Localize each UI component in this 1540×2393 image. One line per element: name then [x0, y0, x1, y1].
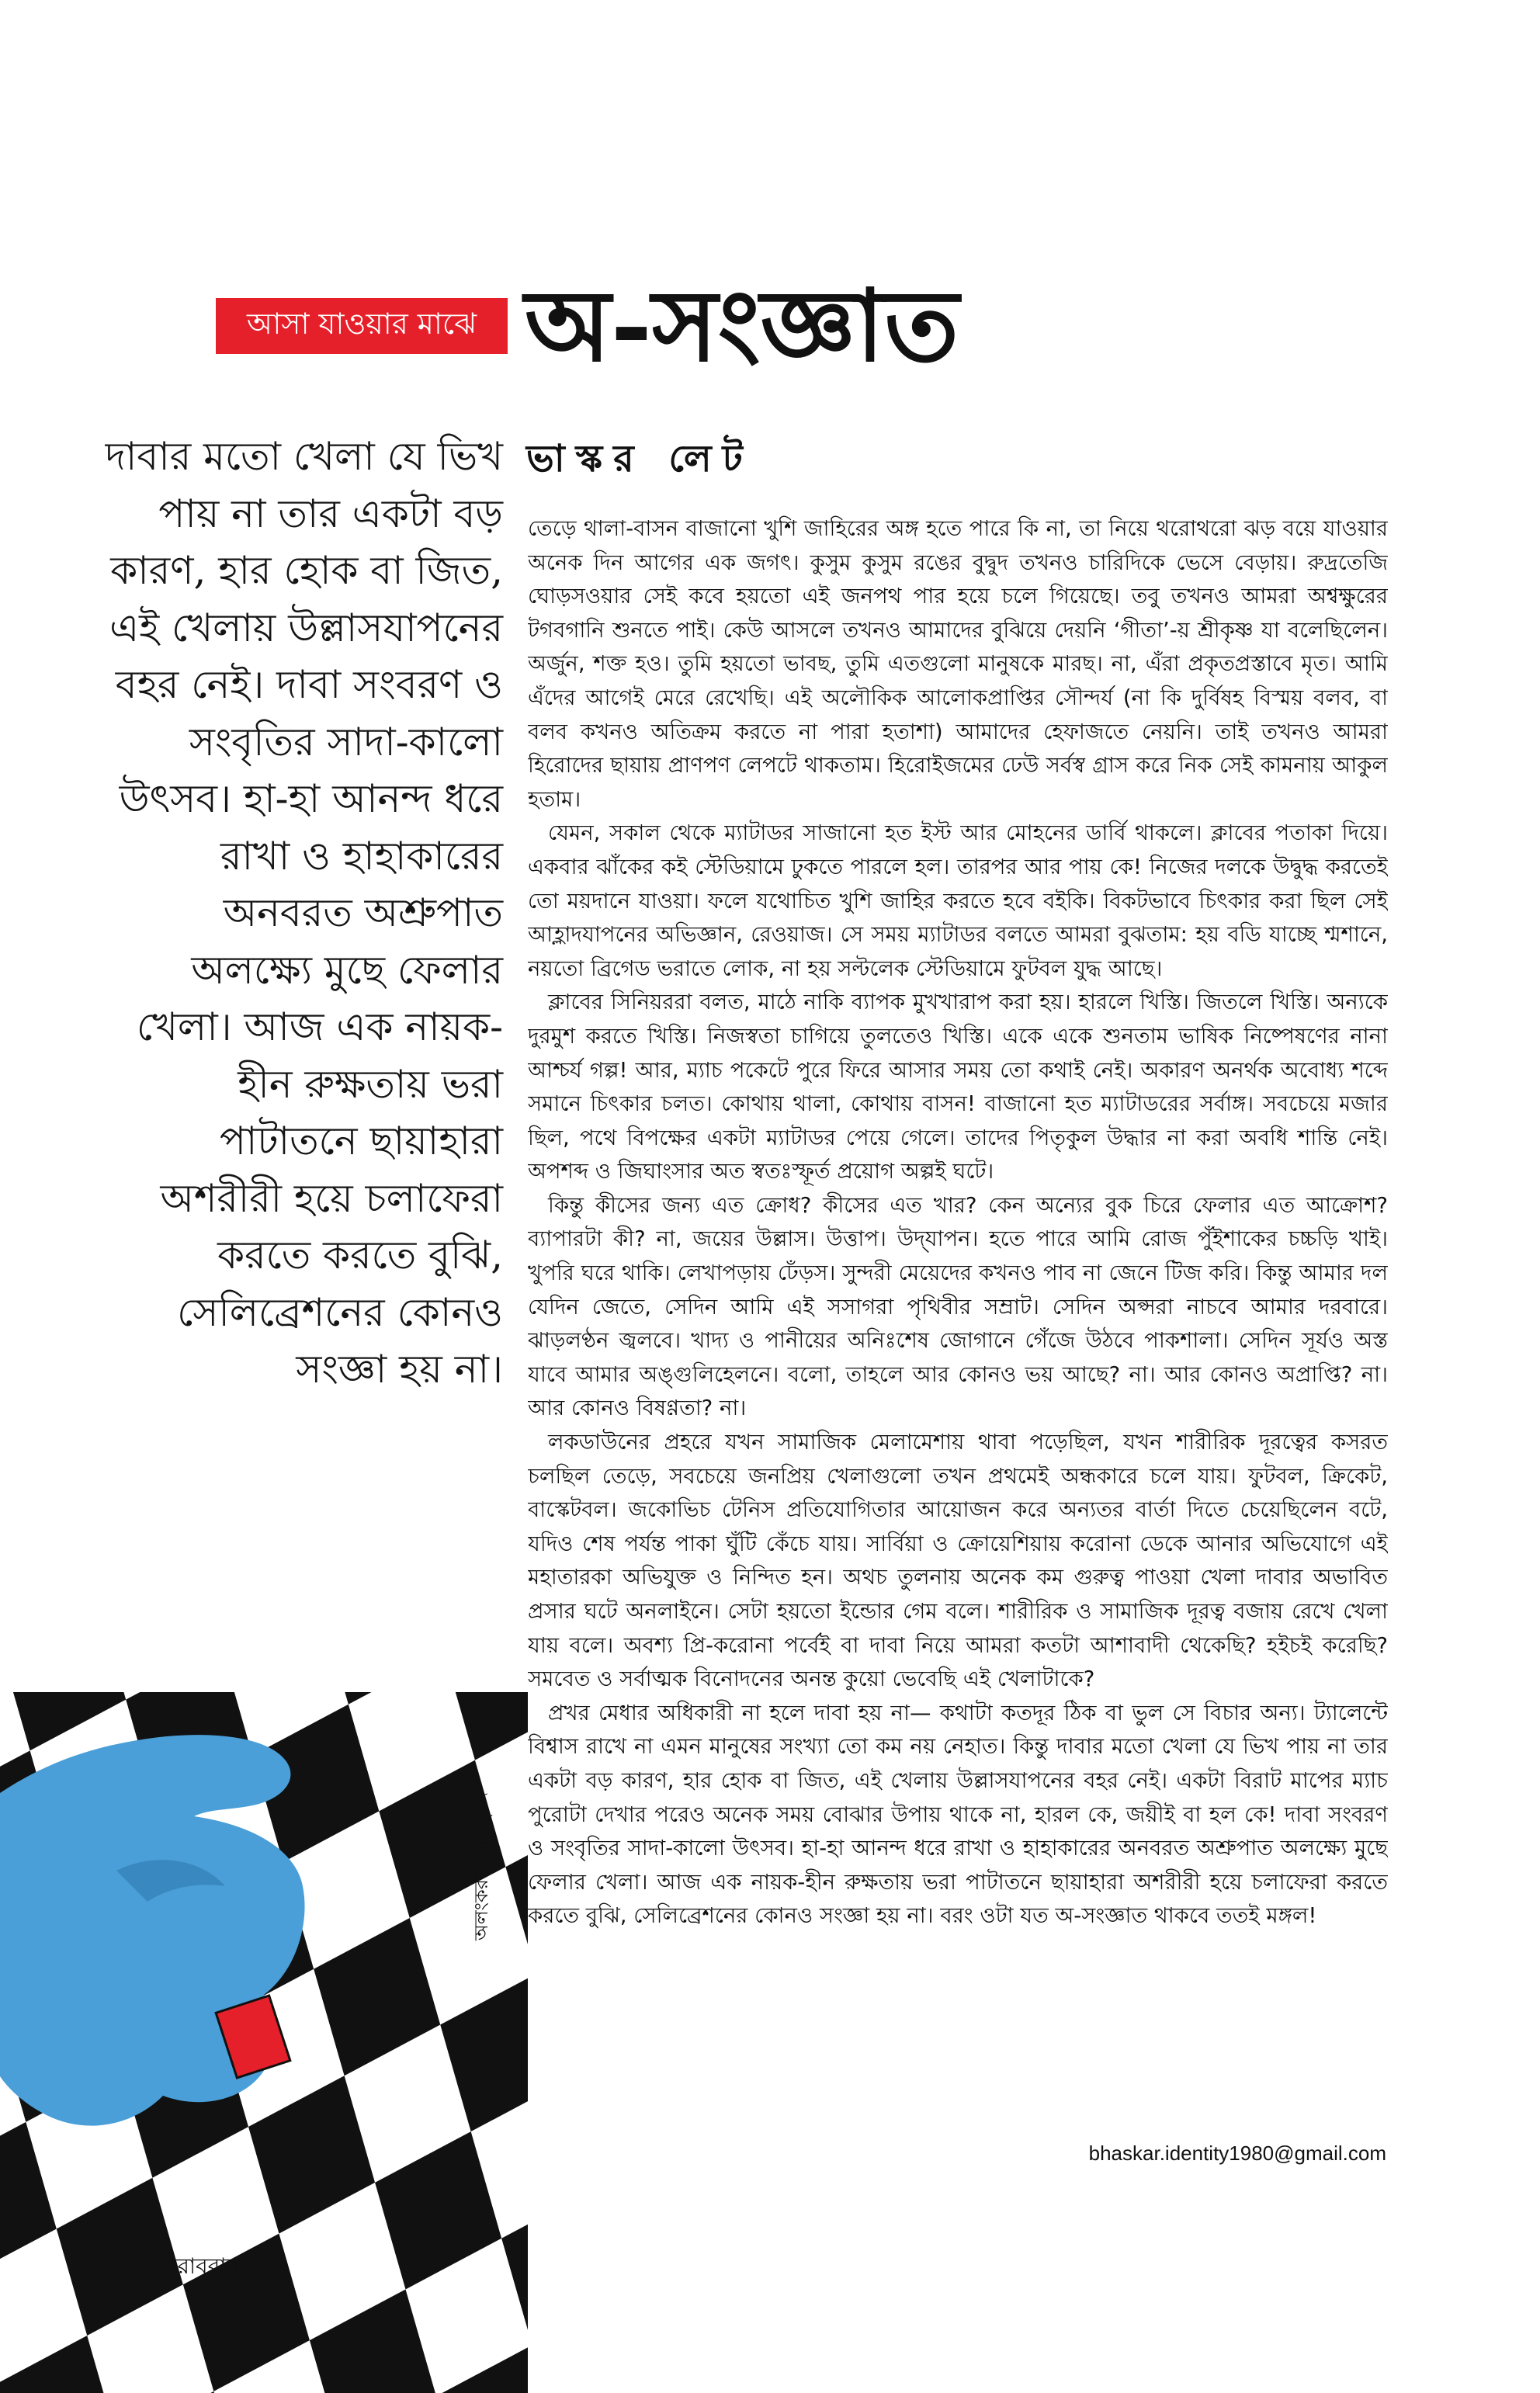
- paragraph: কিন্তু কীসের জন্য এত ক্রোধ? কীসের এত খার? কেন অন্যের বুক চিরে ফেলার এত আক্রোশ? ব্যাপারটা কী? না, জয়ের উল্লাস। উত্তাপ। উদ্‌যাপন। হতে পারে আমি রোজ পুঁইশাকের চচ্চড়ি খাই। খুপরি ঘরে থাকি। লেখাপড়ায় ঢেঁড়স। সুন্দরী মেয়েদের কখনও পাব না জেনে টিজ করি। কিন্তু আমার দল যেদিন জেতে, সেদিন আমি এই সসাগরা পৃথিবীর সম্রাট। সেদিন অপ্সরা নাচবে আমার দরবারে। ঝাড়লণ্ঠন জ্বলবে। খাদ্য ও পানীয়ের অনিঃশেষ জোগানে গেঁজে উঠবে পাকশালা। সেদিন সূর্যও অস্ত যাবে আমার অঙ্গুলিহেলনে। বলো, তাহলে আর কোনও ভয় আছে? না। আর কোনও অপ্রাপ্তি? না। আর কোনও বিষণ্ণতা? না।: [528, 1192, 1388, 1421]
- paragraph: ক্লাবের সিনিয়ররা বলত, মাঠে নাকি ব্যাপক মুখখারাপ করা হয়। হারলে খিস্তি। জিতলে খিস্তি। অন্যকে দুরমুশ করতে খিস্তি। নিজস্বতা চাগিয়ে তুলতেও খিস্তি। একে একে শুনতাম ভাষিক নিষ্পেষণের নানা আশ্চর্য গল্প! আর, ম্যাচ পকেটে পুরে ফিরে আসার সময় তো কথাই নেই। অকারণ অনর্থক অবোধ্য শব্দে সমানে চিৎকার চলত। কোথায় থালা, কোথায় বাসন! বাজানো হত ম্যাটাডরের সর্বাঙ্গ। সবচেয়ে মজার ছিল, পথে বিপক্ষের একটা ম্যাটাডর পেয়ে গেলে। তাদের পিতৃকুল উদ্ধার না করা অবধি শান্তি নেই। অপশব্দ ও জিঘাংসার অত স্বতঃস্ফূর্ত প্রয়োগ অল্পই ঘটে।: [528, 990, 1388, 1184]
- chess-square: [375, 2131, 501, 2289]
- chess-illustration: [0, 1692, 528, 2393]
- paragraph: যেমন, সকাল থেকে ম্যাটাডর সাজানো হত ইস্ট আর মোহনের ডার্বি থাকলে। ক্লাবের পতাকা দিয়ে। একবার ঝাঁকের কই স্টেডিয়ামে ঢুকতে পারলে হল। তারপর আর পায় কে! নিজের দলকে উদ্বুদ্ধ করতেই তো ময়দানে যাওয়া। ফলে যথোচিত খুশি জাহির করতে হবে বইকি। বিকটভাবে চিৎকার করা ছিল সেই আহ্লাদযাপনের অভিজ্ঞান, রেওয়াজ। সে সময় ম্যাটাডর বলতে আমরা বুঝতাম: হয় বডি যাচ্ছে শ্মশানে, নয়তো ব্রিগেড ভরাতে লোক, না হয় সল্টলেক স্টেডিয়ামে ফুটবল যুদ্ধ আছে।: [528, 820, 1388, 981]
- paragraph: প্রখর মেধার অধিকারী না হলে দাবা হয় না— কথাটা কতদূর ঠিক বা ভুল সে বিচার অন্য। ট্যালেন্টে বিশ্বাস রাখে না এমন মানুষের সংখ্যা তো কম নয় নেহাত। কিন্তু দাবার মতো খেলা যে ভিখ পায় না তার একটা বড় কারণ, হার হোক বা জিত, এই খেলায় উল্লাসযাপনের বহর নেই। একটা বিরাট মাপের ম্যাচ পুরোটা দেখার পরেও অনেক সময় বোঝার উপায় থাকে না, হারল কে, জয়ীই বা হল কে! দাবা সংবরণ ও সংবৃতির সাদা-কালো উৎসব। হা-হা আনন্দ ধরে রাখা ও হাহাকারের অনবরত অশ্রুপাত অলক্ষ্যে মুছে ফেলার খেলা। আজ এক নায়ক-হীন রুক্ষতায় ভরা পাটাতনে ছায়াহারা অশরীরী হয়ে চলাফেরা করতে করতে বুঝি, সেলিব্রেশনের কোনও সংজ্ঞা হয় না। বরং ওটা যত অ-সংজ্ঞাত থাকবে ততই মঙ্গল!: [528, 1700, 1388, 1929]
- article-body: [528, 512, 1388, 2150]
- chess-square: [317, 1692, 444, 1705]
- chess-square: [0, 2336, 118, 2393]
- chess-square: [248, 2076, 375, 2233]
- pull-quote: দাবার মতো খেলা যে ভিখ পায় না তার একটা বড় কারণ, হার হোক বা জিত, এই খেলায় উল্লাসযাপনের বহর নেই। দাবা সংবরণ ও সংবৃতির সাদা-কালো উৎসব। হা-হা আনন্দ ধরে রাখা ও হাহাকারের অনবরত অশ্রুপাত অলক্ষ্যে মুছে ফেলার খেলা। আজ এক নায়ক-হীন রুক্ষতায় ভরা পাটাতনে ছায়াহারা অশরীরী হয়ে চলাফেরা করতে করতে বুঝি, সেলিব্রেশনের কোনও সংজ্ঞা হয় না।: [105, 434, 503, 1392]
- section-tag: আসা যাওয়ার মাঝে: [216, 298, 508, 354]
- chess-square: [501, 2187, 528, 2345]
- author-byline: ভাস্কর লেট: [526, 437, 754, 480]
- chess-square: [314, 1918, 440, 2076]
- paragraph: তেড়ে থালা-বাসন বাজানো খুশি জাহিরের অঙ্গ হতে পারে কি না, তা নিয়ে থরোথরো ঝড় বয়ে যাওয়ার অনেক দিন আগের এক জগৎ। কুসুম কুসুম রঙের বুদ্বুদ তখনও চারিদিকে ভেসে বেড়ায়। রুদ্রতেজি ঘোড়সওয়ার সেই কবে হয়তো এই জনপথ পার হয়ে চলে গিয়েছে। তবু তখনও আমরা অশ্বক্ষুরের টগবগানি শুনতে পাই। কেউ আসলে তখনও আমাদের বুঝিয়ে দেয়নি ‘গীতা’-য় শ্রীকৃষ্ণ যা বলেছিলেন। অর্জুন, শক্ত হও। তুমি হয়তো ভাবছ, তুমি এতগুলো মানুষকে মারছ। না, এঁরা প্রকৃতপ্রস্তাবে মৃত। আমি এঁদের আগেই মেরে রেখেছি। এই অলৌকিক আলোকপ্রাপ্তির সৌন্দর্য (না কি দুর্বিষহ বিস্ময় বলব, বা বলব কখনও অতিক্রম করতে না পারা হতাশা) আমাদের হেফাজতে নেয়নি। তাই তখনও আমরা হিরোদের ছায়ায় প্রাণপণ লেপটে থাকতাম। হিরোইজমের ঢেউ সর্বস্ব গ্রাস করে নিক সেই কামনায় আকুল হতাম।: [528, 516, 1388, 812]
- paragraph: লকডাউনের প্রহরে যখন সামাজিক মেলামেশায় থাবা পড়েছিল, যখন শারীরিক দূরত্বের কসরত চলছিল তেড়ে, সবচেয়ে জনপ্রিয় খেলাগুলো তখন প্রথমেই অন্ধকারে চলে যায়। ফুটবল, ক্রিকেট, বাস্কেটবল। জকোভিচ টেনিস প্রতিযোগিতার আয়োজন করে অন্যতর বার্তা দিতে চেয়েছিলেন বটে, যদিও শেষ পর্যন্ত পাকা ঘুঁটি কেঁচে যায়। সার্বিয়া ও ক্রোয়েশিয়ায় করোনা ডেকে আনার অভিযোগে এই মহাতারকা অভিযুক্ত ও নিন্দিত হন। অথচ তুলনায় অনেক কম গুরুত্ব পাওয়া খেলা দাবার অভাবিত প্রসার ঘটে অনলাইনে। সেটা হয়তো ইন্ডোর গেম বলে। শারীরিক ও সামাজিক দূরত্ব বজায় রেখে খেলা যায় বলে। অবশ্য প্রি-করোনা পর্বেই বা দাবা নিয়ে আমরা কতটা আশাবাদী থেকেছি? হইচই করেছি? সমবেত ও সর্বাত্মক বিনোদনের অনন্ত কুয়ো ভেবেছি এই খেলাটাকে?: [528, 1430, 1388, 1692]
- illustration-credit: অলংকরণ: শান্তনু দে: [470, 1791, 492, 1940]
- page-footer: ৩৪ রোববার: [134, 2253, 238, 2279]
- chess-square: [440, 1974, 528, 2131]
- chess-square: [436, 2345, 528, 2393]
- chess-square: [505, 1816, 528, 1974]
- headline: অ-সংজ্ঞাত: [525, 268, 959, 384]
- chess-square: [310, 2289, 436, 2393]
- chess-square: [0, 1692, 126, 1750]
- author-email[interactable]: bhaskar.identity1980@gmail.com: [1088, 2142, 1386, 2165]
- chess-square: [0, 2122, 57, 2280]
